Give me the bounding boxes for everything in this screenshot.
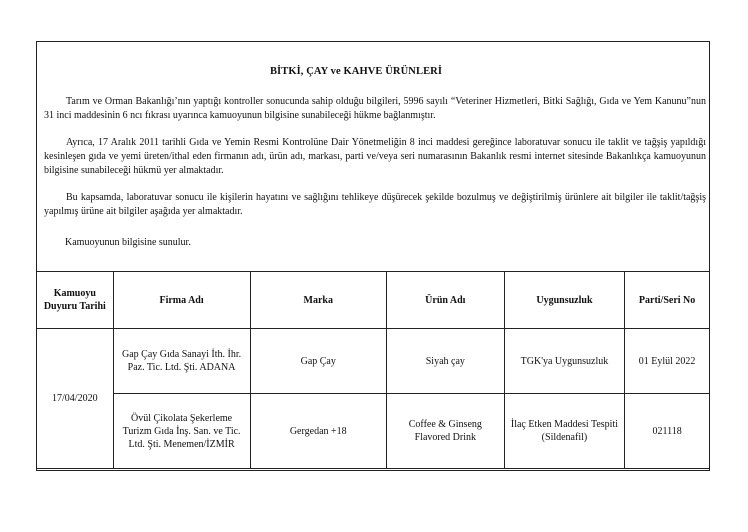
cell-batch: 01 Eylül 2022 — [625, 329, 710, 394]
header-nonconformity: Uygunsuzluk — [504, 272, 625, 329]
table-row — [37, 394, 710, 469]
cell-product: Siyah çay — [386, 329, 504, 394]
cell-firm: Övül Çikolata Şekerleme Turizm Gıda İnş. San. ve Tic. Ltd. Şti. Menemen/İZMİR — [113, 394, 250, 469]
header-product: Ürün Adı — [386, 272, 504, 329]
paragraph-1-text: Tarım ve Orman Bakanlığı’nın yaptığı kontroller sonucunda sahip olduğu bilgileri, 5996 sayılı “Veteriner Hizmetleri, Bitki Sağlığı, Gıda ve Yem Kanunu”nun 31 inci maddesinin 6 ncı fıkrası uyarınca kamuoyunun bilgisine sunabileceği hükme bağlanmıştır. — [44, 96, 706, 121]
table-row — [37, 329, 710, 394]
cell-brand: Gap Çay — [250, 329, 386, 394]
cell-product: Coffee & Ginseng Flavored Drink — [386, 394, 504, 469]
cell-nonconformity: TGK'ya Uygunsuzluk — [504, 329, 625, 394]
cell-nonconformity: İlaç Etken Maddesi Tespiti (Sildenafil) — [504, 394, 625, 469]
announcement-table — [36, 271, 710, 469]
table-header-row — [37, 272, 710, 329]
document-title: BİTKİ, ÇAY ve KAHVE ÜRÜNLERİ — [269, 66, 443, 77]
closing-line: Kamuoyunun bilgisine sunulur. — [65, 237, 191, 248]
paragraph-2 — [44, 136, 706, 177]
paragraph-2-text: Ayrıca, 17 Aralık 2011 tarihli Gıda ve Yemin Resmi Kontrolüne Dair Yönetmeliğin 8 inci maddesi gereğince laboratuvar sonucu ile taklit ve tağşiş yapıldığı kesinleşen gıda ve yemi üreten/ithal eden firmanın adı, ürün adı, markası, parti ve/veya seri numarasının Bakanlık resmi internet sitesinde Bakanlıkça kamuoyunun bilgisine sunabileceği hükmü yer almaktadır. — [44, 137, 706, 176]
cell-firm: Gap Çay Gıda Sanayi İth. İhr. Paz. Tic. Ltd. Şti. ADANA — [113, 329, 250, 394]
header-brand: Marka — [250, 272, 386, 329]
cell-brand: Gergedan +18 — [250, 394, 386, 469]
header-firm: Firma Adı — [113, 272, 250, 329]
header-date: Kamuoyu Duyuru Tarihi — [37, 272, 114, 329]
cell-batch: 021118 — [625, 394, 710, 469]
document-frame — [36, 41, 710, 471]
header-batch: Parti/Seri No — [625, 272, 710, 329]
paragraph-3-text: Bu kapsamda, laboratuvar sonucu ile kişilerin hayatını ve sağlığını tehlikeye düşürecek şekilde bozulmuş ve değiştirilmiş ürünlere ait bilgiler ile taklit/tağşiş yapılmış ürüne ait bilgiler aşağıda yer almaktadır. — [44, 192, 706, 217]
announcement-date: 17/04/2020 — [37, 329, 114, 469]
paragraph-1 — [44, 95, 706, 123]
paragraph-3 — [44, 191, 706, 219]
